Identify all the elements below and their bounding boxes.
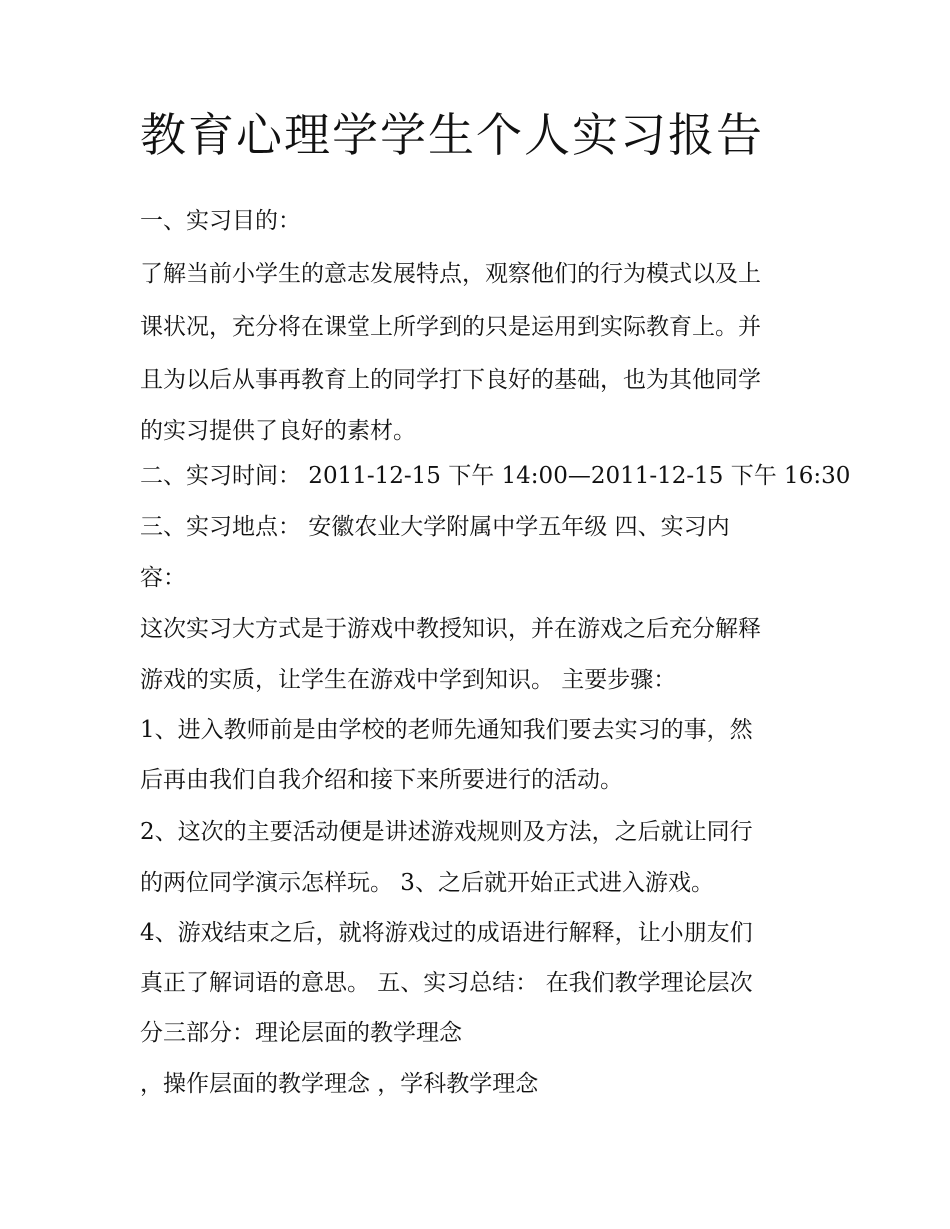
paragraph-line: 课状况，充分将在课堂上所学到的只是运用到实际教育上。并 — [140, 314, 761, 340]
paragraph-line: 游戏的实质，让学生在游戏中学到知识。 主要步骤： — [140, 667, 677, 693]
paragraph-line: 的实习提供了良好的素材。 — [140, 418, 416, 444]
list-item: 4、游戏结束之后，就将游戏过的成语进行解释，让小朋友们 — [140, 920, 753, 946]
paragraph-line: 容： — [140, 565, 186, 591]
paragraph-line: 了解当前小学生的意志发展特点，观察他们的行为模式以及上 — [140, 261, 761, 287]
list-item: 1、进入教师前是由学校的老师先通知我们要去实习的事，然 — [140, 717, 753, 743]
section-heading-location: 三、实习地点： 安徽农业大学附属中学五年级 四、实习内 — [140, 514, 730, 540]
section-heading-purpose: 一、实习目的： — [140, 208, 301, 234]
paragraph-line: 这次实习大方式是于游戏中教授知识，并在游戏之后充分解释 — [140, 616, 761, 642]
list-item-continued: 的两位同学演示怎样玩。 3、之后就开始正式进入游戏。 — [140, 870, 714, 896]
list-item-continued: 真正了解词语的意思。 五、实习总结： 在我们教学理论层次 — [140, 970, 753, 996]
section-heading-time: 二、实习时间： 2011-12-15 下午 14:00—2011-12-15 下午 16:30 — [140, 463, 851, 489]
paragraph-line: 分三部分：理论层面的教学理念 — [140, 1020, 462, 1046]
list-item-continued: 后再由我们自我介绍和接下来所要进行的活动。 — [140, 767, 623, 793]
paragraph-line: 且为以后从事再教育上的同学打下良好的基础，也为其他同学 — [140, 367, 761, 393]
paragraph-line: ，操作层面的教学理念 ，学科教学理念 — [140, 1071, 539, 1097]
document-title: 教育心理学学生个人实习报告 — [140, 108, 764, 162]
list-item: 2、这次的主要活动便是讲述游戏规则及方法，之后就让同行 — [140, 819, 753, 845]
